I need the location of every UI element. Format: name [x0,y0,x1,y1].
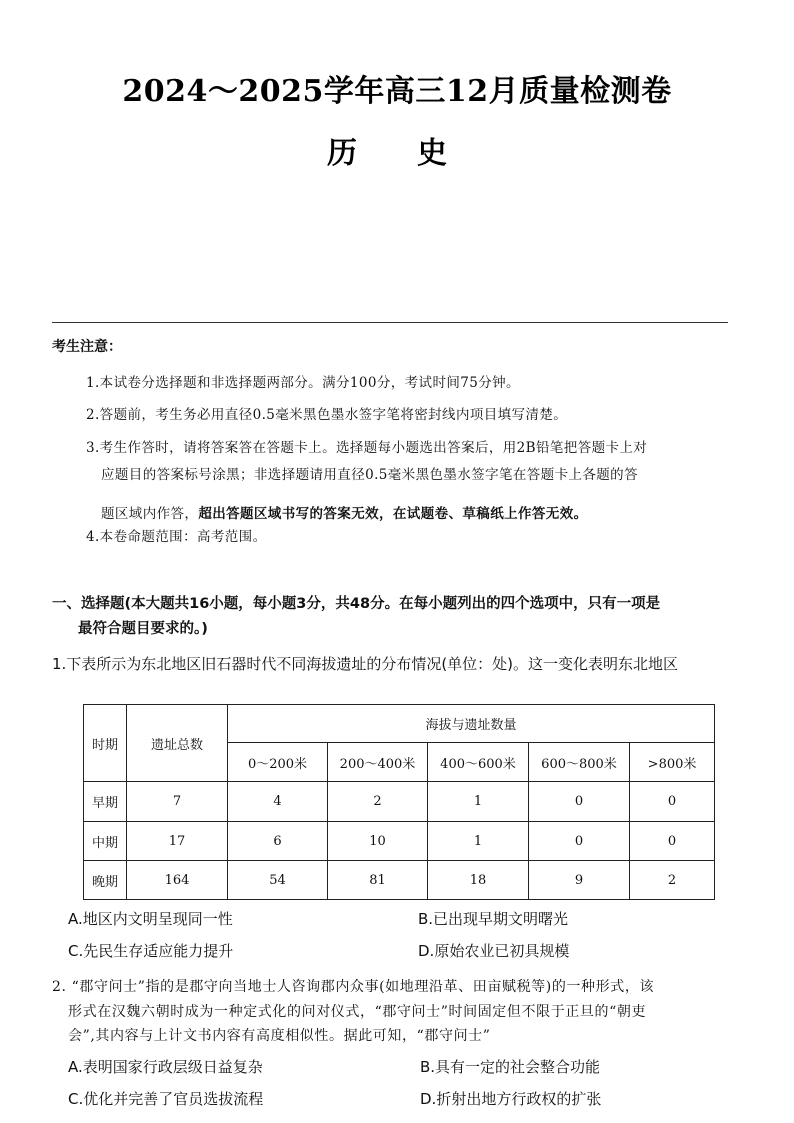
q1-option-d: D.原始农业已初具规模 [418,942,570,960]
notice-item-2: 2.答题前，考生务必用直径0.5毫米黑色墨水签字笔将密封线内项目填写清楚。 [86,407,568,423]
question-2-line3: 会”,其内容与上计文书内容有高度相似性。据此可知，“郡守问士” [68,1028,491,1044]
row-cell: 2 [630,861,715,900]
header-total: 遗址总数 [127,705,228,782]
question-2-line1: 2. “郡守问士”指的是郡守向当地士人咨询郡内众事(如地理沿革、田亩赋税等)的一种形式，该 [52,979,655,995]
row-cell: 1 [428,822,529,861]
notice-warning: 超出答题区域书写的答案无效，在试题卷、草稿纸上作答无效。 [198,506,588,522]
q1-option-c: C.先民生存适应能力提升 [68,942,234,960]
header-col-200-400: 200～400米 [328,743,428,782]
exam-title: 2024～2025学年高三12月质量检测卷 [122,74,672,109]
row-period: 早期 [84,782,127,822]
header-period: 时期 [84,705,127,782]
row-period: 晚期 [84,861,127,900]
site-distribution-table [83,704,715,900]
q2-option-a: A.表明国家行政层级日益复杂 [68,1058,263,1076]
row-total: 17 [127,822,228,861]
table-row [84,782,715,822]
section-heading-line1: 一、选择题(本大题共16小题，每小题3分，共48分。在每小题列出的四个选项中，只有一项是 [52,596,661,612]
notice-item-3-end-text: 题区域内作答， [101,506,199,522]
table-row [84,861,715,900]
row-cell: 54 [228,861,328,900]
row-cell: 6 [228,822,328,861]
divider [52,322,728,323]
question-2-line2: 形式在汉魏六朝时成为一种定式化的问对仪式，“郡守问士”时间固定但不限于正旦的“朝吏 [68,1004,647,1020]
notice-item-1: 1.本试卷分选择题和非选择题两部分。满分100分，考试时间75分钟。 [86,375,520,391]
row-cell: 10 [328,822,428,861]
q2-option-c: C.优化并完善了官员选拔流程 [68,1090,264,1108]
table-row [84,822,715,861]
row-total: 164 [127,861,228,900]
header-col-600-800: 600～800米 [529,743,630,782]
q1-option-b: B.已出现早期文明曙光 [418,910,569,928]
header-col-800-plus: >800米 [630,743,715,782]
row-total: 7 [127,782,228,822]
q1-option-a: A.地区内文明呈现同一性 [68,910,233,928]
header-col-0-200: 0～200米 [228,743,328,782]
notice-item-3-cont: 应题目的答案标号涂黑；非选择题请用直径0.5毫米黑色墨水签字笔在答题卡上各题的答 [101,467,638,483]
notice-item-3-end [101,502,588,522]
header-altitude-group: 海拔与遗址数量 [228,705,715,743]
row-cell: 2 [328,782,428,822]
section-heading [52,592,742,642]
row-cell: 18 [428,861,529,900]
row-period: 中期 [84,822,127,861]
row-cell: 81 [328,861,428,900]
q2-option-d: D.折射出地方行政权的扩张 [420,1090,602,1108]
question-1-stem: 1.下表所示为东北地区旧石器时代不同海拔遗址的分布情况(单位：处)。这一变化表明东北地区 [52,655,679,673]
row-cell: 0 [630,782,715,822]
row-cell: 4 [228,782,328,822]
row-cell: 9 [529,861,630,900]
row-cell: 1 [428,782,529,822]
row-cell: 0 [630,822,715,861]
row-cell: 0 [529,782,630,822]
section-heading-line2: 最符合题目要求的。) [78,621,208,637]
header-col-400-600: 400～600米 [428,743,529,782]
q2-option-b: B.具有一定的社会整合功能 [420,1058,601,1076]
row-cell: 0 [529,822,630,861]
notice-item-3: 3.考生作答时，请将答案答在答题卡上。选择题每小题选出答案后，用2B铅笔把答题卡上对 [86,440,648,456]
subject-title: 历史 [327,136,507,171]
notice-item-4: 4.本卷命题范围：高考范围。 [86,529,267,545]
notice-heading: 考生注意： [52,339,122,355]
